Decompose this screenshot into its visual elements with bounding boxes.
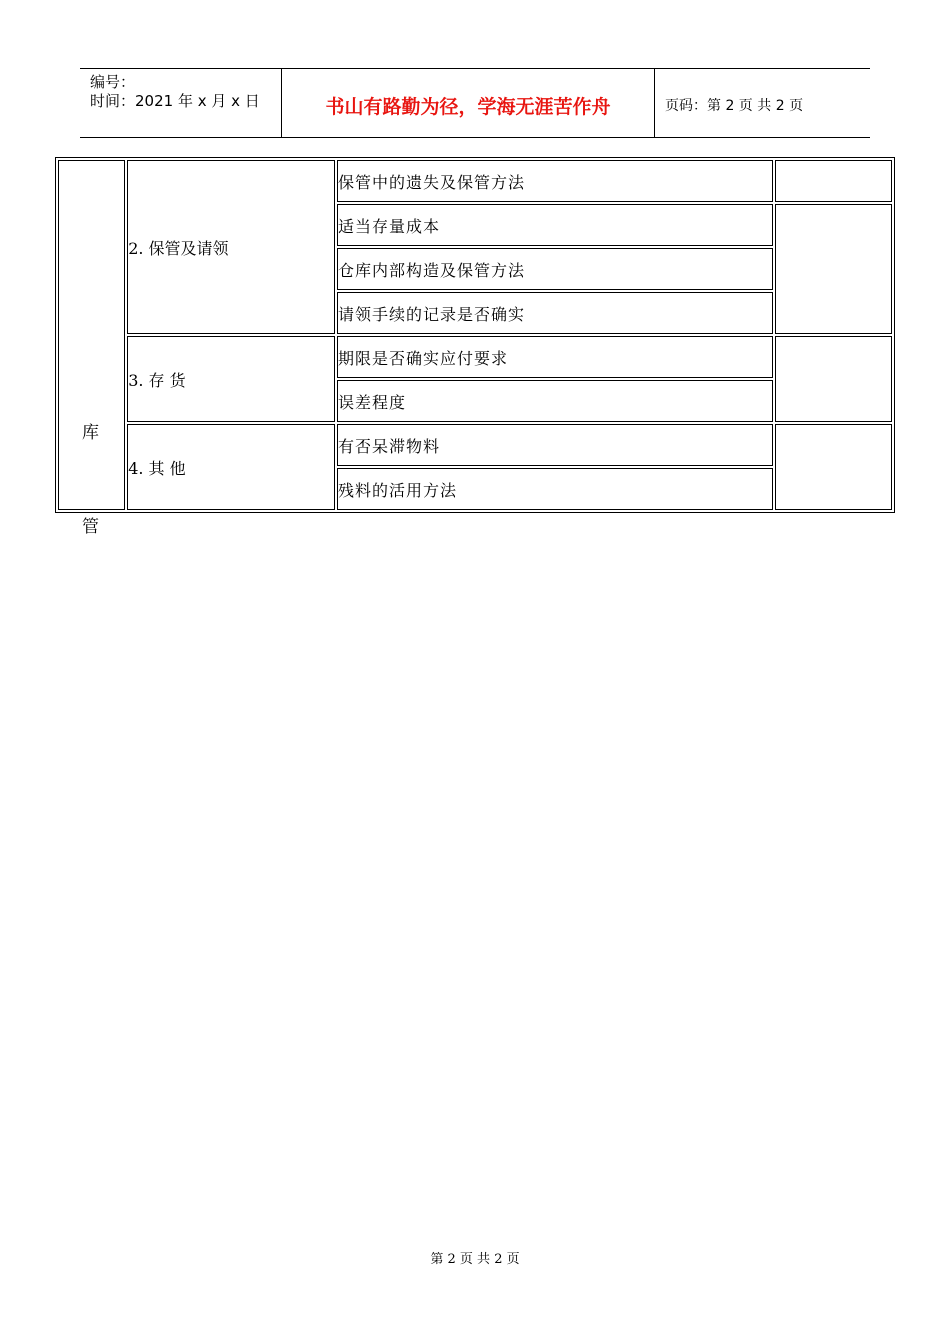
item-text: 期限是否确实应付要求 xyxy=(337,348,508,368)
item-text: 保管中的遗失及保管方法 xyxy=(337,172,525,192)
page-header xyxy=(80,68,870,138)
category-cell xyxy=(127,160,335,334)
item-cell xyxy=(337,380,773,422)
date-label: 时间：2021 年 x 月 x 日 xyxy=(90,92,260,110)
item-cell xyxy=(337,160,773,202)
item-text: 残料的活用方法 xyxy=(337,480,457,500)
category-cell xyxy=(127,336,335,422)
item-cell xyxy=(337,468,773,510)
item-cell xyxy=(337,204,773,246)
item-text: 适当存量成本 xyxy=(337,216,440,236)
item-cell xyxy=(337,248,773,290)
page-info: 页码：第 2 页 共 2 页 xyxy=(665,98,804,114)
check-cell xyxy=(775,336,892,422)
section-label-bottom: 管 xyxy=(82,517,99,537)
header-motto-cell xyxy=(282,69,655,137)
check-cell xyxy=(775,160,892,202)
item-text: 仓库内部构造及保管方法 xyxy=(337,260,525,280)
checklist-table xyxy=(55,157,895,513)
section-label-top: 库 xyxy=(82,423,99,443)
table-row xyxy=(58,424,892,466)
motto: 书山有路勤为径，学海无涯苦作舟 xyxy=(325,95,611,118)
header-page-cell xyxy=(655,69,870,137)
section-cell xyxy=(58,160,125,510)
item-cell xyxy=(337,424,773,466)
table-row xyxy=(58,336,892,378)
category-label: 3. 存 货 xyxy=(128,370,186,390)
item-text: 请领手续的记录是否确实 xyxy=(337,304,525,324)
check-cell xyxy=(775,424,892,510)
item-cell xyxy=(337,336,773,378)
page-footer: 第 2 页 共 2 页 xyxy=(430,1252,520,1267)
table-row xyxy=(58,160,892,202)
code-label: 编号： xyxy=(90,73,136,91)
check-cell xyxy=(775,204,892,334)
item-text: 误差程度 xyxy=(337,392,406,412)
category-cell xyxy=(127,424,335,510)
item-text: 有否呆滞物料 xyxy=(337,436,440,456)
category-label: 4. 其 他 xyxy=(128,458,186,478)
category-label: 2. 保管及请领 xyxy=(128,238,229,258)
item-cell xyxy=(337,292,773,334)
header-meta xyxy=(80,69,282,137)
checklist-table-wrap xyxy=(55,157,895,513)
